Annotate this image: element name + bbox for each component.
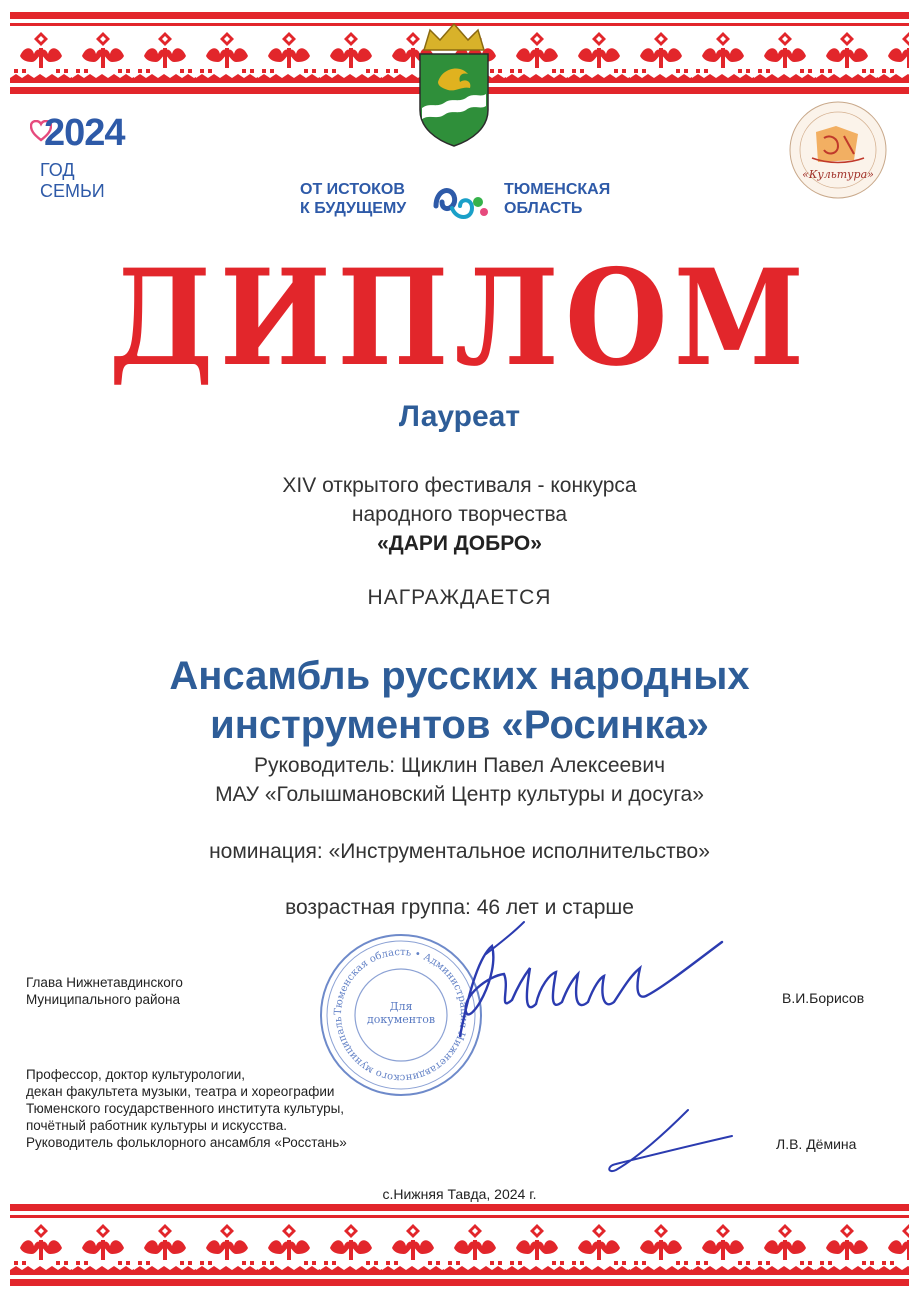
signatory-1-title xyxy=(26,974,183,1008)
place-date: с.Нижняя Тавда, 2024 г. xyxy=(382,1186,537,1202)
region-name-line1: ТЮМЕНСКАЯ xyxy=(504,181,611,198)
year-of-family-logo xyxy=(26,112,136,201)
signatory-1-name: В.И.Борисов xyxy=(782,990,865,1006)
leader-line: Руководитель: Щиклин Павел Алексеевич xyxy=(253,754,666,777)
signatory-1-title-line: Муниципального района xyxy=(26,992,181,1007)
signatory-2-title-line: Тюменского государственного института культуры, xyxy=(26,1101,345,1116)
ensemble-name-line-2: инструментов «Росинка» xyxy=(210,703,709,747)
signature-demina xyxy=(600,1104,740,1184)
year-caption: ГОД СЕМЬИ xyxy=(40,160,105,201)
festival-name: «ДАРИ ДОБРО» xyxy=(377,532,542,555)
culture-logo-brand: «Культура» xyxy=(802,168,874,181)
signatory-2-title-line: Руководитель фольклорного ансамбля «Росстань» xyxy=(26,1135,347,1150)
awarded-label: НАГРАЖДАЕТСЯ xyxy=(367,586,552,609)
signatory-2-title-line: декан факультета музыки, театра и хореографии xyxy=(26,1084,335,1099)
region-slogan-line1: ОТ ИСТОКОВ xyxy=(300,181,405,198)
coat-of-arms-icon xyxy=(406,20,502,150)
age-group-line: возрастная группа: 46 лет и старше xyxy=(285,896,634,919)
diploma-title: ДИПЛОМ xyxy=(108,239,811,396)
year-text: 2024 xyxy=(44,112,125,154)
festival-line-2: народного творчества xyxy=(351,503,568,526)
signatory-2-name: Л.В. Дёмина xyxy=(776,1136,857,1152)
swirl-emblem-icon xyxy=(428,176,492,224)
culture-center-logo xyxy=(786,98,890,202)
nomination-line: номинация: «Инструментальное исполнительство» xyxy=(209,840,710,863)
culture-emblem-icon xyxy=(786,98,890,202)
region-name-line2: ОБЛАСТЬ xyxy=(504,200,583,217)
coat-of-arms xyxy=(406,20,502,150)
stamp-center-text: Для документов xyxy=(366,1000,436,1026)
ornament-pattern xyxy=(10,1204,909,1286)
festival-line-1: XIV открытого фестиваля - конкурса xyxy=(282,474,637,497)
signatory-1-title-line: Глава Нижнетавдинского xyxy=(26,975,183,990)
stamp-ring-text: Тюменская область • Администрация Нижнетавдинского муниципаль xyxy=(332,946,470,1084)
ensemble-name-line-1: Ансамбль русских народных xyxy=(169,654,750,698)
signatory-2-title-line: Профессор, доктор культурологии, xyxy=(26,1067,246,1082)
bottom-ornament-border xyxy=(10,1204,909,1286)
region-slogan-line2: К БУДУЩЕМУ xyxy=(300,200,407,217)
signatory-2-title-line: почётный работник культуры и искусства. xyxy=(26,1118,287,1133)
laureate-label: Лауреат xyxy=(398,400,521,433)
signatory-2-title xyxy=(26,1066,347,1151)
signature-borisov xyxy=(400,916,730,1056)
organization-line: МАУ «Голышмановский Центр культуры и досуга» xyxy=(215,783,704,806)
region-brand-logo xyxy=(298,176,628,224)
